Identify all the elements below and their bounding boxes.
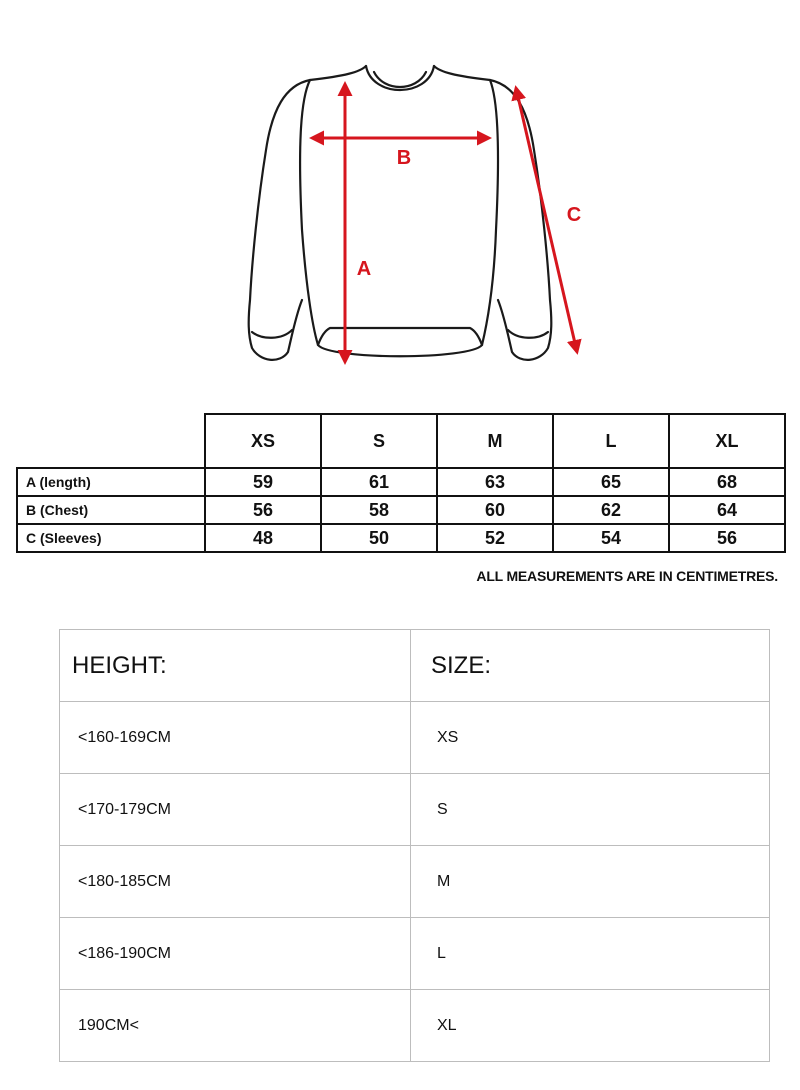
sweater-outline: [249, 66, 552, 360]
size-header-s: S: [321, 414, 437, 468]
right-cuff: [508, 330, 548, 338]
height-cell: <186-190CM: [60, 918, 411, 990]
size-header-l: L: [553, 414, 669, 468]
measurement-value: 48: [205, 524, 321, 552]
left-cuff: [252, 330, 292, 338]
measurement-value: 68: [669, 468, 785, 496]
sweater-collar-inner: [374, 72, 426, 87]
height-cell: <180-185CM: [60, 846, 411, 918]
measurement-value: 54: [553, 524, 669, 552]
size-header-m: M: [437, 414, 553, 468]
units-note: ALL MEASUREMENTS ARE IN CENTIMETRES.: [476, 568, 778, 584]
size-cell: L: [411, 918, 770, 990]
measurements-header-row: [17, 414, 785, 468]
table-row: [60, 918, 770, 990]
measurement-value: 63: [437, 468, 553, 496]
height-size-table: [59, 629, 770, 1062]
label-a: A: [356, 258, 372, 280]
size-cell: M: [411, 846, 770, 918]
table-row: [60, 846, 770, 918]
right-sleeve: [490, 80, 551, 360]
measurement-value: 59: [205, 468, 321, 496]
size-cell: S: [411, 774, 770, 846]
size-header-xs: XS: [205, 414, 321, 468]
label-b: B: [396, 147, 412, 169]
sweater-body: [300, 66, 498, 356]
size-header-xl: XL: [669, 414, 785, 468]
measurement-value: 64: [669, 496, 785, 524]
size-header: SIZE:: [411, 630, 770, 702]
measurement-row-sleeves: [17, 524, 785, 552]
table-row: [60, 702, 770, 774]
size-cell: XS: [411, 702, 770, 774]
measurement-value: 61: [321, 468, 437, 496]
measure-arrows: [312, 84, 577, 362]
measurement-value: 58: [321, 496, 437, 524]
row-label: A (length): [17, 468, 205, 496]
measurement-value: 65: [553, 468, 669, 496]
measurement-value: 52: [437, 524, 553, 552]
measurement-value: 50: [321, 524, 437, 552]
label-c: C: [566, 204, 582, 226]
height-header: HEIGHT:: [60, 630, 411, 702]
measurement-value: 56: [205, 496, 321, 524]
sweater-diagram: [0, 0, 800, 400]
table-row: [60, 774, 770, 846]
measurement-value: 60: [437, 496, 553, 524]
measurements-corner: [17, 414, 205, 468]
height-cell: <170-179CM: [60, 774, 411, 846]
measurement-value: 56: [669, 524, 785, 552]
measurements-table: [16, 413, 786, 553]
measurement-value: 62: [553, 496, 669, 524]
size-cell: XL: [411, 990, 770, 1062]
height-size-header-row: [60, 630, 770, 702]
hem-band: [318, 328, 482, 345]
height-cell: <160-169CM: [60, 702, 411, 774]
table-row: [60, 990, 770, 1062]
measurement-row-length: [17, 468, 785, 496]
row-label: B (Chest): [17, 496, 205, 524]
measurement-row-chest: [17, 496, 785, 524]
row-label: C (Sleeves): [17, 524, 205, 552]
height-cell: 190CM<: [60, 990, 411, 1062]
